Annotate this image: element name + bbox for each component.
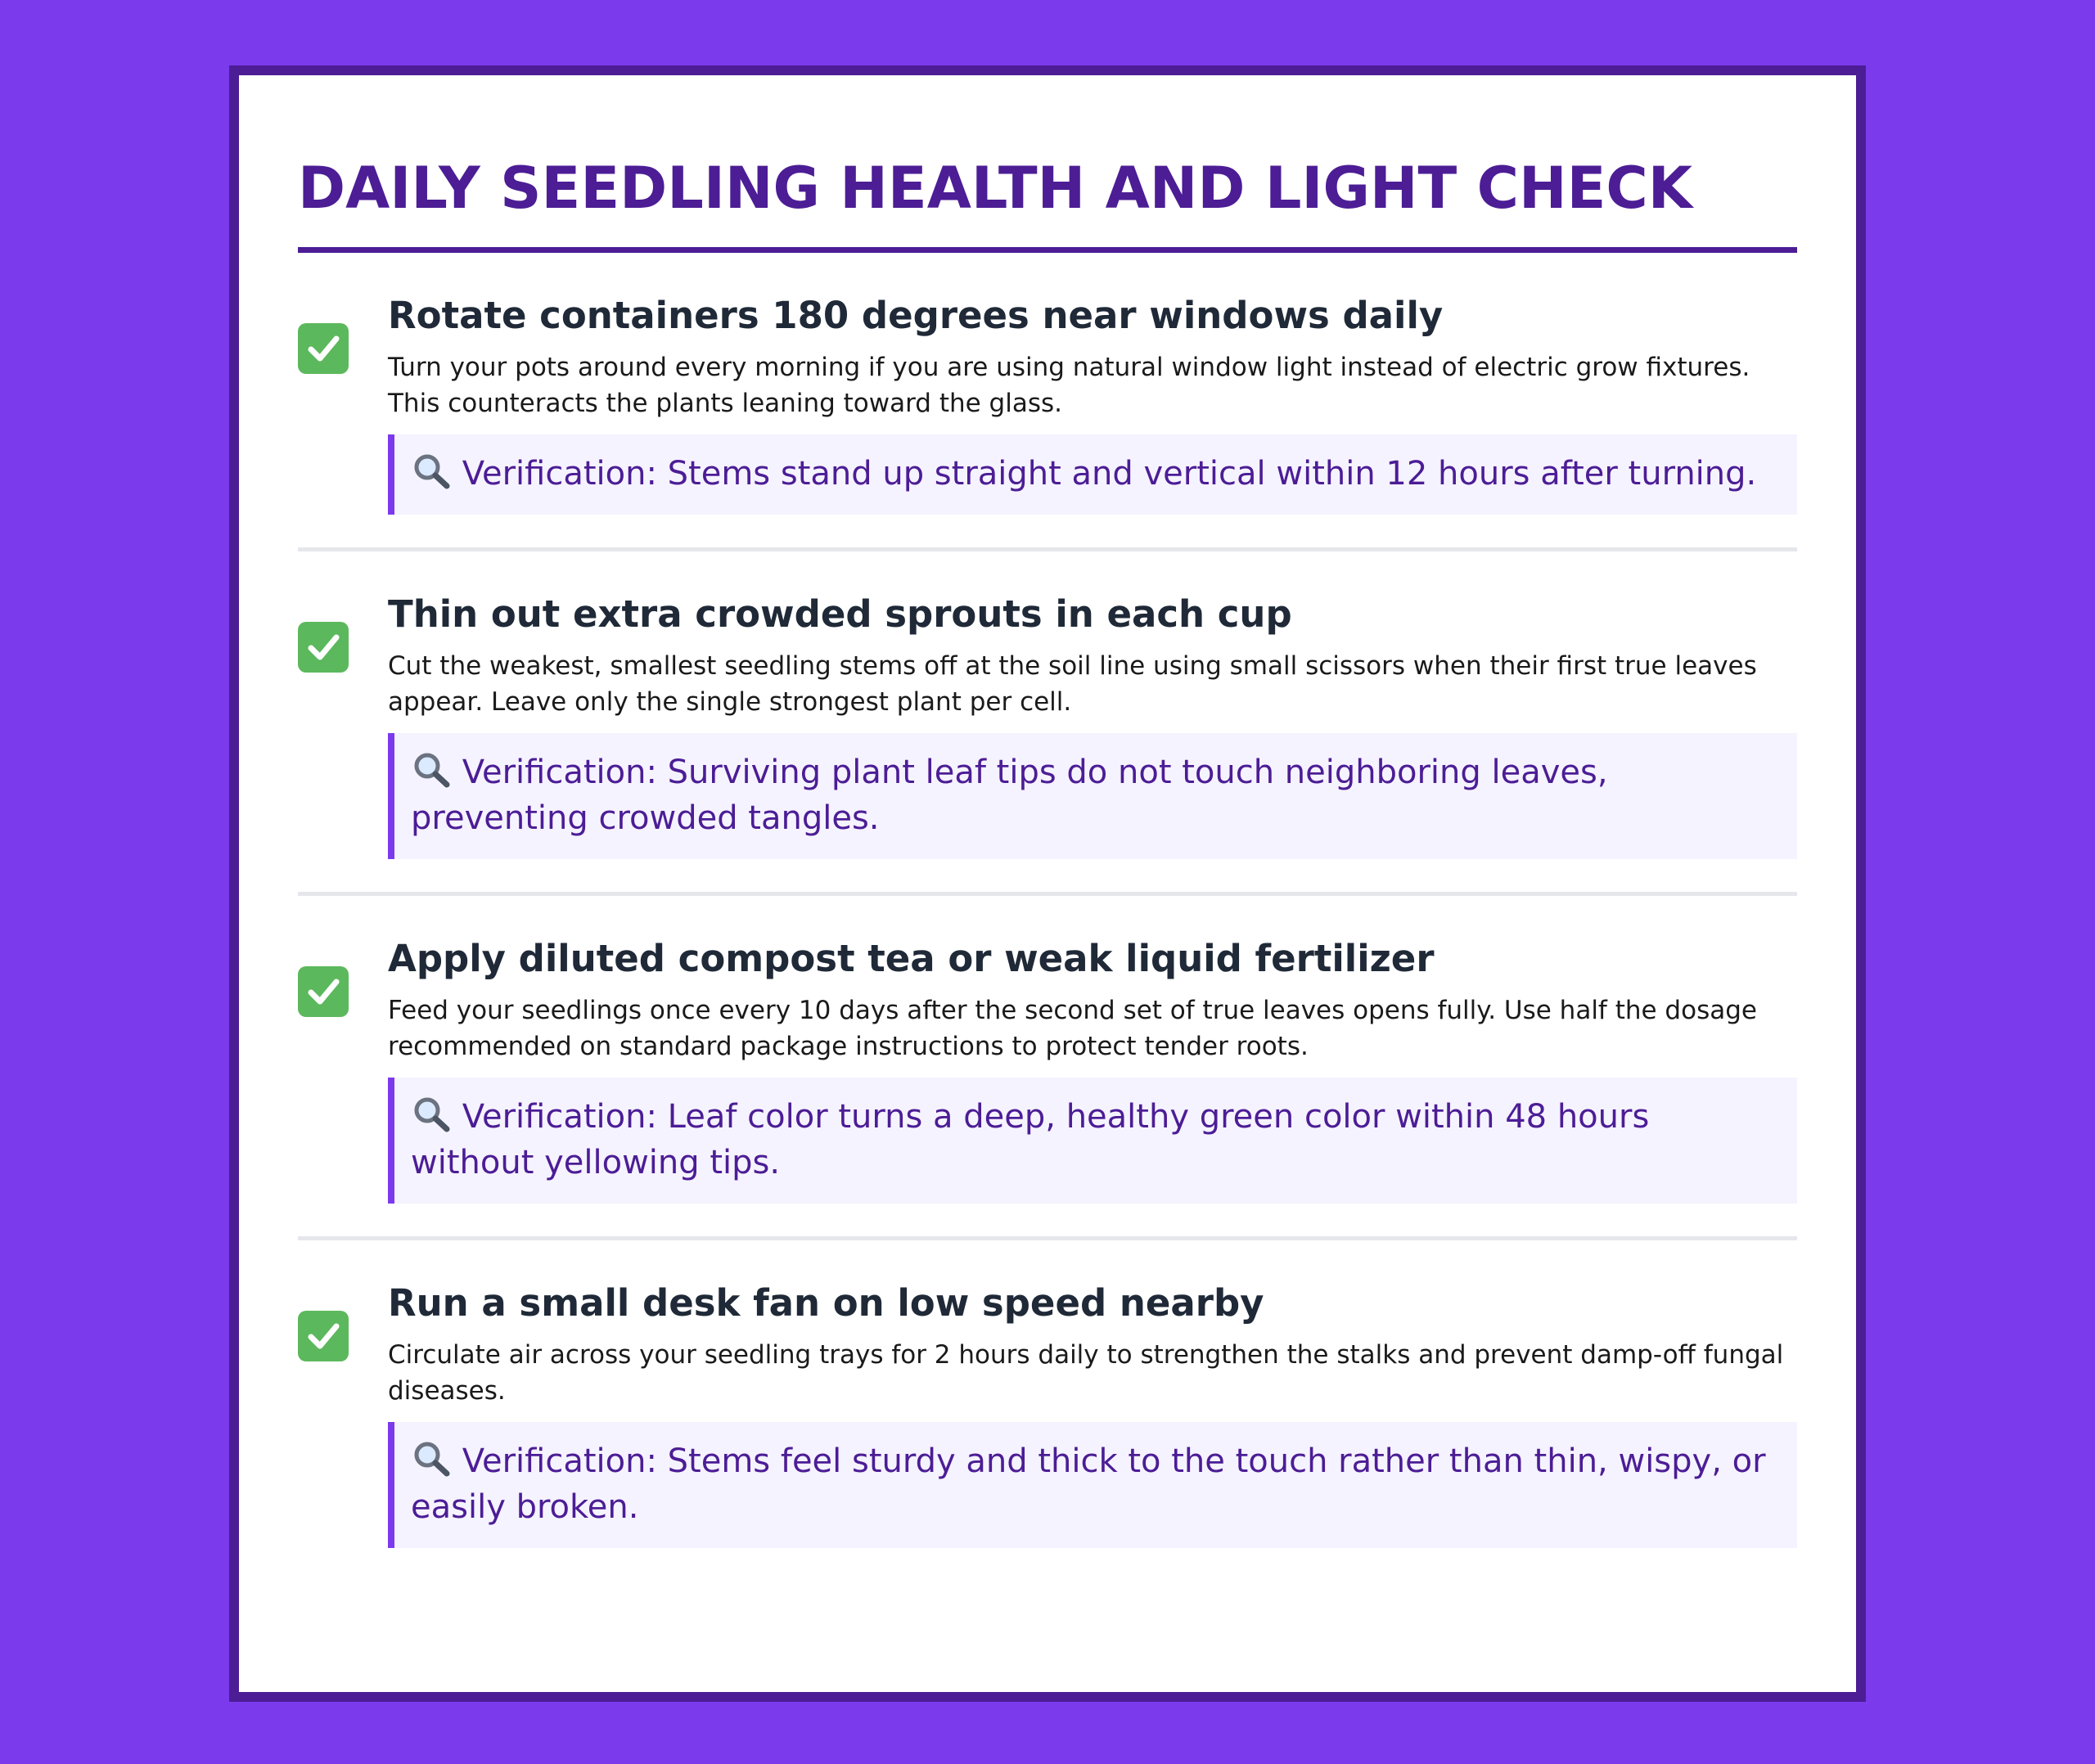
verification-text: Verification: Surviving plant leaf tips do not touch neighboring leaves, preventing crowded tangles. xyxy=(411,754,1608,837)
verification-note xyxy=(388,1078,1797,1204)
checklist-item xyxy=(298,1240,1797,1581)
verification-note xyxy=(388,434,1797,515)
title-divider xyxy=(298,247,1797,253)
checklist-item-description: Circulate air across your seedling trays for 2 hours daily to strengthen the stalks and prevent damp-off fungal diseases. xyxy=(388,1340,1784,1406)
checklist-item xyxy=(298,253,1797,551)
verification-text: Verification: Stems feel sturdy and thick to the touch rather than thin, wispy, or easily broken. xyxy=(411,1442,1766,1526)
checklist-item xyxy=(298,896,1797,1240)
check-mark-icon xyxy=(298,966,349,1017)
verification-text: Verification: Stems stand up straight and vertical within 12 hours after turning. xyxy=(462,455,1757,493)
checklist-item-title: Apply diluted compost tea or weak liquid fertilizer xyxy=(388,937,1435,980)
checklist-item-title: Thin out extra crowded sprouts in each cup xyxy=(388,592,1292,636)
check-mark-icon xyxy=(298,622,349,673)
verification-note xyxy=(388,733,1797,859)
magnifying-glass-icon xyxy=(411,750,452,788)
checklist-item-description: Feed your seedlings once every 10 days after the second set of true leaves opens fully. Use half the dosage recommended on standard package instructions to protect tender roots. xyxy=(388,996,1757,1061)
checklist-card xyxy=(229,65,1866,1702)
check-mark-icon xyxy=(298,1311,349,1361)
verification-note xyxy=(388,1422,1797,1548)
check-mark-icon xyxy=(298,323,349,374)
checklist-item-description: Turn your pots around every morning if you are using natural window light instead of electric grow fixtures. This counteracts the plants leaning toward the glass. xyxy=(388,353,1750,418)
magnifying-glass-icon xyxy=(411,452,452,489)
verification-text: Verification: Leaf color turns a deep, healthy green color within 48 hours without yellowing tips. xyxy=(411,1098,1650,1181)
checklist-item-title: Rotate containers 180 degrees near windows daily xyxy=(388,294,1444,337)
checklist-item-title: Run a small desk fan on low speed nearby xyxy=(388,1281,1264,1325)
magnifying-glass-icon xyxy=(411,1095,452,1132)
checklist-item xyxy=(298,551,1797,896)
magnifying-glass-icon xyxy=(411,1439,452,1477)
page-title: DAILY SEEDLING HEALTH AND LIGHT CHECK xyxy=(298,155,1693,222)
checklist-item-description: Cut the weakest, smallest seedling stems off at the soil line using small scissors when their first true leaves appear. Leave only the single strongest plant per cell. xyxy=(388,651,1757,717)
